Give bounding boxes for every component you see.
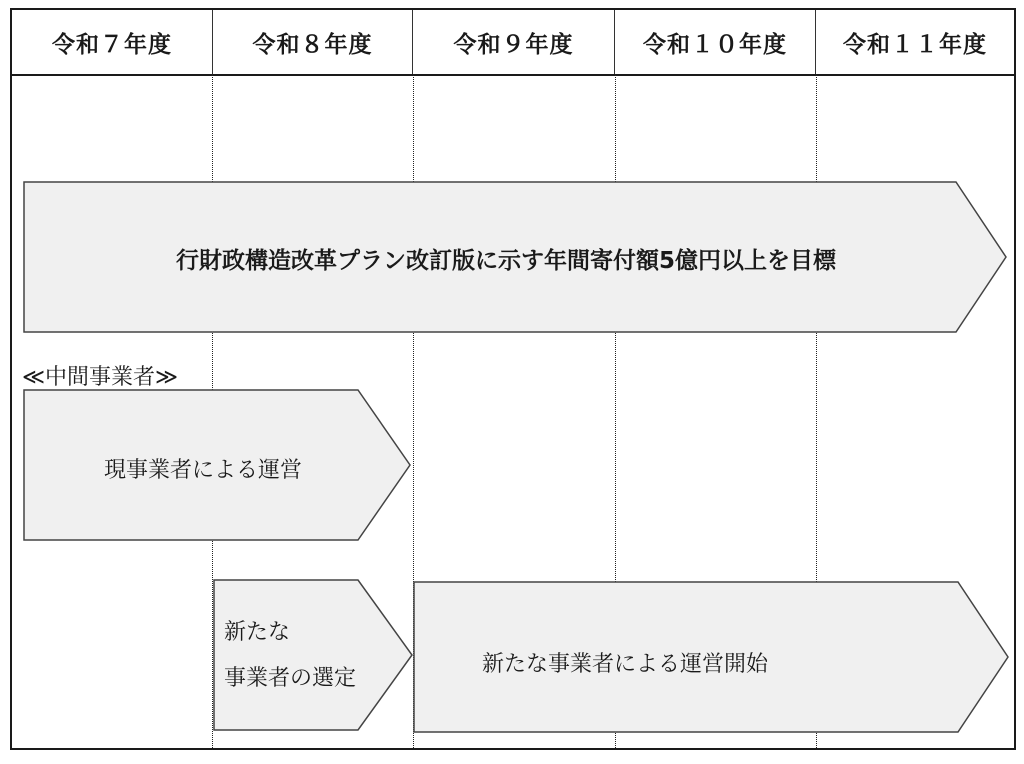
section-label: ≪中間事業者≫ — [22, 365, 179, 390]
header-year-r8: 令和８年度 — [212, 10, 412, 74]
header-year-r10: 令和１０年度 — [614, 10, 815, 74]
selection-label-line1: 新たな — [224, 620, 291, 645]
goal-label: 行財政構造改革プラン改訂版に示す年間寄付額5億円以上を目標 — [176, 248, 837, 274]
header-year-r7: 令和７年度 — [52, 31, 172, 58]
header-year-r9: 令和９年度 — [412, 10, 614, 74]
selection-label-line2: 事業者の選定 — [224, 666, 357, 691]
selection-arrow — [214, 580, 412, 730]
current-operation-label: 現事業者による運営 — [104, 458, 303, 483]
schedule-table — [10, 8, 1016, 750]
new-operation-label: 新たな事業者による運営開始 — [482, 652, 769, 677]
header-year-r11: 令和１１年度 — [815, 10, 1014, 74]
